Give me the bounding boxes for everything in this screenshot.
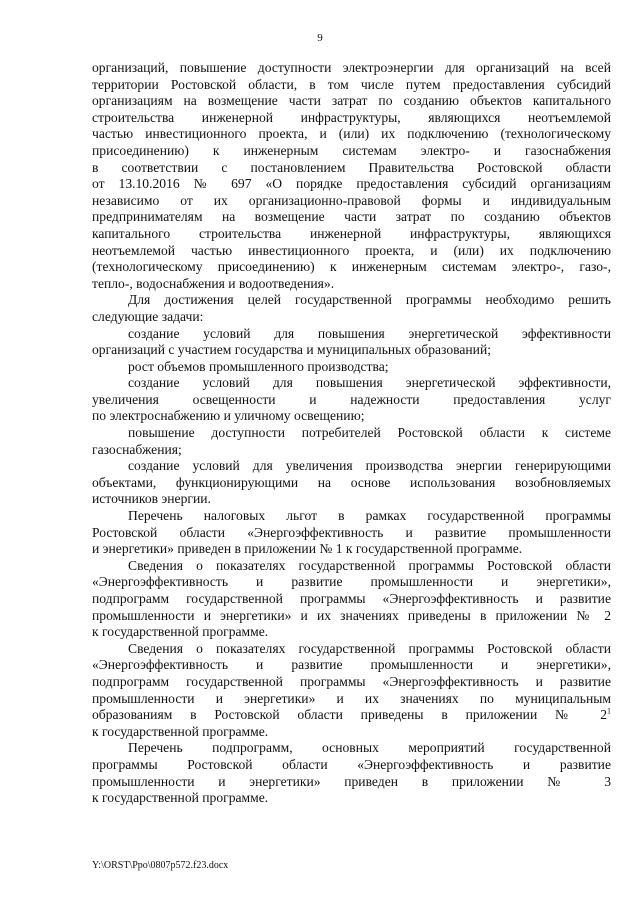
superscript: 1 — [607, 706, 611, 716]
text-line — [92, 724, 611, 741]
text-line — [92, 292, 611, 309]
text-line — [92, 359, 611, 376]
text-line-content: по электроснабжению и уличному освещению; — [92, 408, 365, 424]
text-line — [92, 442, 611, 459]
text-line — [92, 93, 611, 110]
text-line-content: присоединению) к инженерным системам электро- и газоснабжения — [92, 142, 611, 158]
text-line — [92, 309, 611, 326]
text-line-content: (технологическому присоединению) к инженерным системам электро-, газо-, — [92, 259, 611, 275]
text-line-content: Сведения о показателях государственной программы Ростовской области — [128, 640, 611, 656]
text-line-content: в соответствии с постановлением Правительства Ростовской области — [92, 159, 611, 175]
text-line-content: создание условий для увеличения производства энергии генерирующими — [128, 458, 611, 474]
text-line-content: капитального строительства инженерной инфраструктуры, являющихся — [92, 225, 611, 241]
text-line — [92, 342, 611, 359]
text-line-content: организаций с участием государства и муниципальных образований; — [92, 342, 492, 358]
text-line-content: строительства инженерной инфраструктуры, являющихся неотъемлемой — [92, 109, 611, 125]
text-line-content: подпрограмм государственной программы «Энергоэффективность и развитие — [92, 591, 611, 606]
text-line — [92, 641, 611, 658]
text-line — [92, 226, 611, 243]
text-line — [92, 143, 611, 160]
text-line-content: от 13.10.2016 № 697 «О порядке предоставления субсидий организациям — [92, 176, 611, 192]
text-line — [92, 657, 611, 674]
text-line — [92, 574, 611, 591]
text-line-content: организаций, повышение доступности электроэнергии для организаций на всей — [92, 60, 611, 75]
text-line — [92, 77, 611, 94]
text-line — [92, 176, 611, 193]
text-line-content: следующие задачи: — [92, 308, 204, 324]
page-number: 9 — [317, 32, 323, 44]
text-line-content: организациям на возмещение части затрат по созданию объектов капитального — [92, 93, 611, 109]
text-line-content: повышение доступности потребителей Ростовской области к системе — [128, 425, 611, 441]
text-line — [92, 243, 611, 260]
text-line-content: объектами, функционирующими на основе использования возобновляемых — [92, 474, 611, 490]
text-line-content: Ростовской области «Энергоэффективность и развитие промышленности — [92, 524, 611, 540]
text-line — [92, 276, 611, 293]
text-line-content: подпрограмм государственной программы «Энергоэффективность и развитие — [92, 673, 611, 689]
text-line-content: предпринимателям на возмещение части затрат по созданию объектов — [92, 209, 611, 225]
text-line — [92, 541, 611, 558]
text-line-content: увеличения освещенности и надежности предоставления услуг — [92, 391, 611, 407]
text-line-content: к государственной программе. — [92, 723, 269, 739]
text-line-content: рост объемов промышленного производства; — [128, 358, 389, 374]
text-line — [92, 209, 611, 226]
text-line — [92, 774, 611, 791]
text-line-content: и энергетики» приведен в приложении № 1 к государственной программе. — [92, 541, 523, 557]
text-line — [92, 475, 611, 492]
text-line — [92, 591, 611, 608]
text-line — [92, 193, 611, 210]
text-line — [92, 608, 611, 625]
text-line — [92, 525, 611, 542]
text-line-content: «Энергоэффективность и развитие промышленности и энергетики», — [92, 657, 611, 673]
text-line — [92, 740, 611, 757]
text-line — [92, 458, 611, 475]
text-line-content: Перечень налоговых льгот в рамках государственной программы — [128, 508, 611, 524]
text-line-content: промышленности и энергетики» приведен в приложении № 3 — [92, 773, 611, 789]
text-line — [92, 126, 611, 143]
text-line — [92, 691, 611, 708]
text-line-content: к государственной программе. — [92, 790, 269, 806]
text-line-content: газоснабжения; — [92, 441, 182, 457]
document-body — [92, 60, 611, 807]
text-line — [92, 259, 611, 276]
text-line — [92, 757, 611, 774]
text-line-content: промышленности и энергетики» и их значениях приведены в приложении № 2 — [92, 607, 611, 623]
text-line — [92, 558, 611, 575]
text-line-content: создание условий для повышения энергетической эффективности, — [128, 375, 611, 391]
text-line — [92, 425, 611, 442]
text-line — [92, 491, 611, 508]
text-line — [92, 392, 611, 409]
text-line-content: «Энергоэффективность и развитие промышленности и энергетики», — [92, 574, 611, 590]
text-line-content: Перечень подпрограмм, основных мероприятий государственной — [128, 740, 611, 756]
text-line-content: образованиям в Ростовской области приведены в приложении № 2 — [92, 707, 607, 723]
text-line — [92, 60, 611, 77]
text-line — [92, 624, 611, 641]
text-line-content: тепло-, водоснабжения и водоотведения». — [92, 275, 335, 291]
text-line — [92, 160, 611, 177]
text-line-content: программы Ростовской области «Энергоэффективность и развитие — [92, 756, 611, 772]
text-line — [92, 326, 611, 343]
text-line — [92, 674, 611, 691]
text-line-content: создание условий для повышения энергетической эффективности — [128, 325, 611, 341]
text-line-content: источников энергии. — [92, 491, 211, 507]
text-line-content: частью инвестиционного проекта, и (или) их подключению (технологическому — [92, 126, 611, 142]
text-line-content: независимо от их организационно-правовой формы и индивидуальным — [92, 192, 611, 208]
text-line — [92, 375, 611, 392]
text-line — [92, 408, 611, 425]
text-line-content: Сведения о показателях государственной программы Ростовской области — [128, 557, 611, 573]
text-line — [92, 707, 611, 724]
text-line-content: к государственной программе. — [92, 624, 269, 640]
text-line — [92, 790, 611, 807]
text-line — [92, 508, 611, 525]
text-line-content: неотъемлемой частью инвестиционного проекта, и (или) их подключению — [92, 242, 611, 258]
file-path-footer: Y:\ORST\Ppo\0807p572.f23.docx — [92, 860, 229, 871]
text-line-content: Для достижения целей государственной программы необходимо решить — [128, 292, 611, 308]
text-line-content: промышленности и энергетики» и их значениях по муниципальным — [92, 690, 611, 706]
text-line-content: территории Ростовской области, в том числе путем предоставления субсидий — [92, 76, 611, 92]
text-line — [92, 110, 611, 127]
